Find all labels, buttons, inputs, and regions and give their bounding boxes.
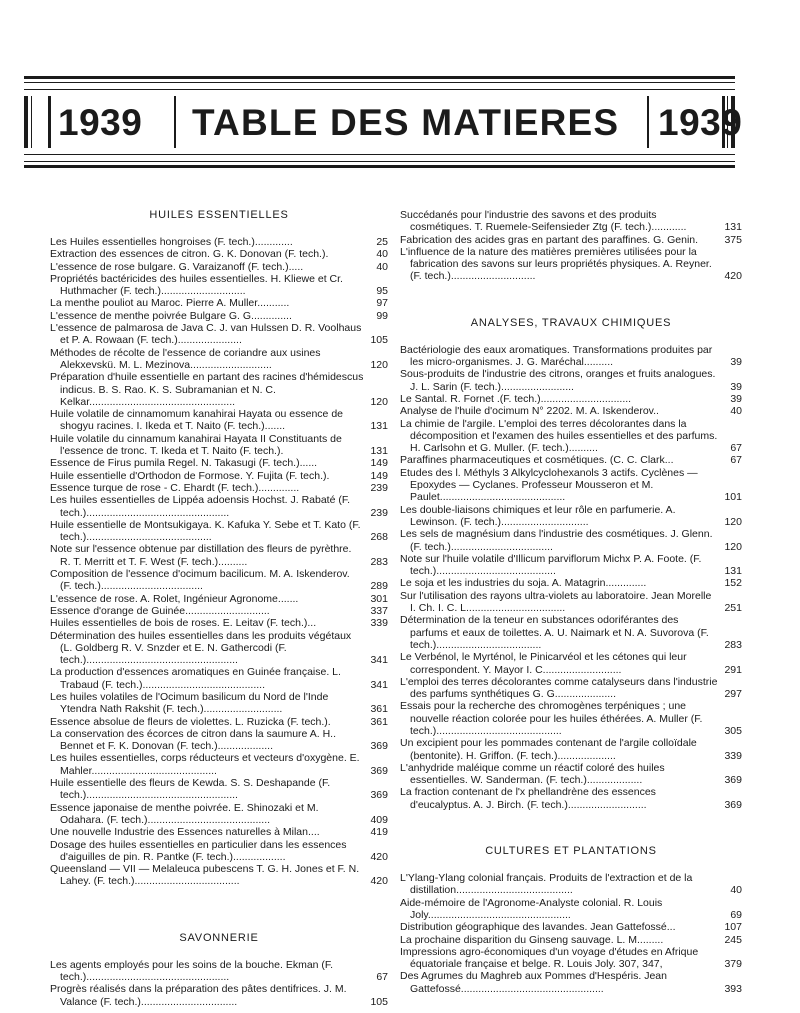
toc-entry <box>50 248 388 260</box>
toc-entry-text: L'emploi des terres décolorantes comme catalyseurs dans l'industrie des parfums synthétiques G. G..................... <box>400 675 718 701</box>
toc-entry <box>50 630 388 667</box>
toc-entry-text: Bactériologie des eaux aromatiques. Transformations produites par les micro-organismes. J. G. Maréchal.......... <box>400 343 713 369</box>
toc-entry <box>400 946 742 971</box>
toc-entry-page: 361 <box>370 703 388 716</box>
toc-entry-text: Essais pour la recherche des chromogènes terpéniques ; une nouvelle réaction colorée pour les huiles éthérées. A. Muller (F. tech.)........................................... <box>400 700 703 737</box>
left-column <box>50 209 388 1008</box>
toc-entry <box>50 983 388 1008</box>
toc-entry-page: 393 <box>724 982 742 995</box>
toc-entry <box>400 467 742 504</box>
section-title-cultures: CULTURES ET PLANTATIONS <box>485 845 657 858</box>
toc-entry-page: 131 <box>370 445 388 458</box>
toc-entry-page: 289 <box>370 580 388 593</box>
toc-entry-page: 369 <box>724 774 742 787</box>
toc-entry-text: Le soja et les industries du soja. A. Matagrin.............. <box>400 577 647 590</box>
title-banner <box>24 76 743 168</box>
toc-entry-text: Essence japonaise de menthe poivrée. E. Shinozaki et M. Odahara. (F. tech.).......................................... <box>50 801 319 826</box>
page-title: TABLE DES MATIERES <box>192 101 620 143</box>
toc-entry-text: Huile volatile de cinnamomum kanahirai Hayata ou essence de shogyu racines. I. Ikeda et T. Naito (F. tech.)....... <box>50 408 343 433</box>
toc-entry-page: 239 <box>370 506 388 519</box>
toc-entry-text: L'Ylang-Ylang colonial français. Produits de l'extraction et de la distillation........................................ <box>400 872 693 897</box>
toc-entry-text: Des Agrumes du Maghreb aux Pommes d'Hespéris. Jean Gattefossé................................................. <box>400 970 667 995</box>
toc-entry-text: La production d'essences aromatiques en Guinée française. L. Trabaud (F. tech.).......................................... <box>50 666 341 691</box>
toc-entry <box>50 261 388 273</box>
toc-entry <box>50 777 388 802</box>
toc-entry <box>400 246 742 283</box>
toc-entry-page: 420 <box>370 875 388 888</box>
toc-entry-page: 375 <box>724 233 742 246</box>
banner-rule-top-inner <box>24 89 735 90</box>
toc-entry-text: Succédanés pour l'industrie des savons et des produits cosmétiques. T. Ruemele-Seifensieder Ztg (F. tech.)............ <box>400 209 687 234</box>
entries-cultures <box>400 872 742 995</box>
toc-entry <box>50 347 388 372</box>
toc-entry-page: 369 <box>724 798 742 811</box>
toc-entry-text: La chimie de l'argile. L'emploi des terres décolorantes dans la décomposition et l'examen des huiles essentielles et des parfums. H. Carlsohn et G. Muller. (F. tech.).......... <box>400 417 718 455</box>
year-left: 1939 <box>58 101 143 143</box>
entries-huiles <box>50 236 388 888</box>
toc-entry-page: 40 <box>730 405 742 418</box>
toc-entry-page: 25 <box>376 236 388 248</box>
toc-entry-text: Les huiles essentielles, corps réducteurs et vecteurs d'oxygène. E. Mahler........................................... <box>50 752 360 777</box>
toc-entry-page: 131 <box>370 420 388 433</box>
toc-entry <box>50 826 388 838</box>
toc-entry <box>400 970 742 995</box>
toc-entry <box>50 716 388 728</box>
toc-entry <box>50 470 388 482</box>
toc-entry-text: Etudes des l. Méthyls 3 Alkylcyclohexanols 3 actifs. Cyclènes — Epoxydes — Cyclanes. Professeur Mousseron et M. Paulet........................................... <box>400 466 698 504</box>
toc-entry-page: 369 <box>370 764 388 777</box>
banner-title-row <box>24 96 743 148</box>
toc-entry-page: 305 <box>724 724 742 737</box>
toc-entry-page: 39 <box>730 392 742 405</box>
toc-entry-text: Les agents employés pour les soins de la bouche. Ekman (F. tech.)................................................. <box>50 958 334 984</box>
toc-entry-text: L'essence de palmarosa de Java C. J. van Hulssen D. R. Voolhaus et P. A. Rowaan (F. tech.)...................... <box>50 322 362 347</box>
toc-entry-page: 105 <box>370 334 388 347</box>
toc-entry <box>400 368 742 393</box>
toc-entry-page: 131 <box>724 221 742 234</box>
toc-entry <box>400 454 742 466</box>
toc-entry-text: Analyse de l'huile d'ocimum N° 2202. M. A. Iskenderov.. <box>400 405 659 418</box>
section-title-analyses: ANALYSES, TRAVAUX CHIMIQUES <box>470 316 672 329</box>
toc-entry-text: Dosage des huiles essentielles en particulier dans les essences d'aiguilles de pin. R. Pantke (F. tech.).................. <box>50 838 347 863</box>
toc-entry-text: Sous-produits de l'industrie des citrons, oranges et fruits analogues. J. L. Sarin (F. tech.)......................... <box>400 368 716 393</box>
toc-entry <box>400 405 742 417</box>
toc-entry <box>50 519 388 544</box>
toc-entry <box>400 921 742 933</box>
year-right: 1939 <box>658 101 743 143</box>
toc-entry-text: La fraction contenant de l'x phellandrène des essences d'eucalyptus. A. J. Birch. (F. tech.)........................... <box>400 786 656 811</box>
banner-rule-top-thin <box>24 82 735 83</box>
toc-entry <box>400 418 742 455</box>
toc-entry-text: Extraction des essences de citron. G. K. Donovan (F. tech.). <box>50 248 329 261</box>
toc-entry-page: 361 <box>370 715 388 728</box>
toc-entry-page: 251 <box>724 602 742 615</box>
toc-entry <box>50 371 388 408</box>
toc-entry-page: 152 <box>724 577 742 590</box>
toc-entry-page: 339 <box>724 749 742 762</box>
toc-entry <box>50 543 388 568</box>
toc-entry-text: La menthe pouliot au Maroc. Pierre A. Muller........... <box>50 297 290 310</box>
toc-entry <box>400 934 742 946</box>
banner-rule-bottom-thin <box>24 161 735 162</box>
toc-entry-text: Le Verbénol, le Myrténol, le Pinicarvéol et les cétones qui leur correspondent. Y. Mayor I. C........................... <box>400 651 687 676</box>
toc-entry-text: Paraffines pharmaceutiques et cosmétiques. (C. C. Clark... <box>400 454 674 467</box>
toc-entry <box>50 605 388 617</box>
toc-entry-text: Essence d'orange de Guinée............................. <box>50 604 270 617</box>
toc-entry-page: 341 <box>370 654 388 667</box>
toc-entry <box>400 344 742 369</box>
toc-entry-text: Huile essentielle d'Orthodon de Formose. Y. Fujita (F. tech.). <box>50 469 330 482</box>
entries-savonnerie-suite <box>400 209 742 283</box>
toc-entry-text: Propriétés bactéricides des huiles essentielles. H. Kliewe et Cr. Huthmacher (F. tech.)............................. <box>50 272 343 298</box>
toc-entry-text: Essence absolue de fleurs de violettes. L. Ruzicka (F. tech.). <box>50 715 331 728</box>
toc-entry-page: 131 <box>724 565 742 578</box>
toc-entry <box>50 617 388 629</box>
toc-entry-text: Les double-liaisons chimiques et leur rôle en parfumerie. A. Lewinson. (F. tech.).............................. <box>400 503 676 528</box>
section-gap <box>400 283 742 317</box>
toc-entry <box>400 577 742 589</box>
toc-entry-text: Impressions agro-économiques d'un voyage d'études en Afrique équatoriale française et belge. R. Louis Joly. 307, 347, <box>400 945 699 971</box>
toc-entry <box>400 553 742 578</box>
toc-entry-text: L'essence de rose bulgare. G. Varaizanoff (F. tech.)..... <box>50 260 304 273</box>
toc-entry-page: 120 <box>370 358 388 371</box>
section-title-huiles: HUILES ESSENTIELLES <box>149 209 289 221</box>
toc-entry-page: 67 <box>730 454 742 467</box>
toc-entry-page: 149 <box>370 457 388 470</box>
toc-entry-page: 379 <box>724 958 742 971</box>
toc-entry-page: 105 <box>370 995 388 1008</box>
section-gap <box>400 811 742 845</box>
toc-entry-text: Huile volatile du cinnamum kanahirai Hayata II Constituants de l'essence de tronc. T. Ikeda et T. Naito (F. tech.). <box>50 432 342 458</box>
toc-entry <box>50 494 388 519</box>
right-column <box>400 209 742 995</box>
toc-entry <box>400 614 742 651</box>
toc-entry-text: L'influence de la nature des matières premières utilisées pour la fabrication des savons sur leurs propriétés physiques. A. Reyner. (F. tech.)............................. <box>400 245 712 283</box>
toc-entry <box>50 310 388 322</box>
toc-entry-text: Les sels de magnésium dans l'industrie des cosmétiques. J. Glenn. (F. tech.)................................... <box>400 528 713 553</box>
toc-entry-text: Détermination des huiles essentielles dans les produits végétaux (L. Goldberg R. V. Snzder et E. N. Gathercodi (F. tech.).................................................... <box>50 629 352 667</box>
toc-entry <box>50 297 388 309</box>
toc-entry-text: L'anhydride maléique comme un réactif coloré des huiles essentielles. W. Sanderman. (F. tech.)................... <box>400 761 665 787</box>
toc-entry-page: 419 <box>370 826 388 839</box>
toc-entry-page: 283 <box>724 638 742 651</box>
toc-entry <box>50 482 388 494</box>
banner-rule-top-thick <box>24 76 735 79</box>
toc-entry-text: Distribution géographique des lavandes. Jean Gattefossé... <box>400 921 676 934</box>
toc-entry-page: 420 <box>370 850 388 863</box>
toc-entry-text: Méthodes de récolte de l'essence de coriandre aux usines Alekxevskü. M. L. Mezinova............................ <box>50 346 321 371</box>
toc-entry-text: La conservation des écorces de citron dans la saumure A. H.. Bennet et F. K. Donovan (F. tech.)................... <box>50 727 336 753</box>
toc-entry-page: 40 <box>376 248 388 261</box>
toc-entry <box>400 676 742 701</box>
toc-entry-text: Une nouvelle Industrie des Essences naturelles à Milan.... <box>50 826 320 839</box>
toc-entry <box>400 737 742 762</box>
toc-entry <box>50 408 388 433</box>
banner-rule-bottom-thick <box>24 165 735 168</box>
toc-entry-text: Huile essentielle de Montsukigaya. K. Kafuka Y. Sebe et T. Kato (F. tech.)........................................... <box>50 518 361 544</box>
toc-entry-page: 39 <box>730 380 742 393</box>
toc-entry <box>400 700 742 737</box>
toc-entry-page: 67 <box>376 971 388 984</box>
toc-entry-page: 341 <box>370 678 388 691</box>
toc-entry-text: Queensland — VII — Melaleuca pubescens T. G. H. Jones et F. N. Lahey. (F. tech.).................................... <box>50 863 360 888</box>
toc-entry-page: 67 <box>730 442 742 455</box>
toc-entry <box>50 666 388 691</box>
toc-entry-page: 120 <box>724 515 742 528</box>
toc-entry-text: Détermination de la teneur en substances odoriférantes des parfums et eaux de toilettes. A. U. Naimark et N. A. Suvorova (F. tech.).................................... <box>400 614 709 651</box>
toc-entry <box>50 752 388 777</box>
toc-entry <box>400 762 742 787</box>
toc-entry-page: 337 <box>370 604 388 617</box>
toc-entry-text: L'essence de rose. A. Rolet, Ingénieur Agronome....... <box>50 592 299 605</box>
toc-entry <box>50 691 388 716</box>
toc-entry-page: 420 <box>724 270 742 283</box>
toc-entry <box>400 651 742 676</box>
toc-entry-page: 39 <box>730 356 742 369</box>
toc-entry <box>50 593 388 605</box>
toc-entry-page: 97 <box>376 297 388 310</box>
toc-entry <box>50 568 388 593</box>
toc-entry-page: 95 <box>376 285 388 298</box>
toc-entry-page: 40 <box>376 260 388 273</box>
toc-entry <box>50 433 388 458</box>
toc-entry-text: L'essence de menthe poivrée Bulgare G. G.............. <box>50 309 292 322</box>
toc-entry-text: Les huiles volatiles de l'Ocimum basilicum du Nord de l'Inde Ytendra Nath Rakshit (F. tech.)........................... <box>50 690 329 716</box>
toc-entry <box>400 786 742 811</box>
toc-entry-text: Note sur l'huile volatile d'Illicum parviflorum Michx P. A. Foote. (F. tech.)......................................... <box>400 552 702 578</box>
toc-entry <box>50 273 388 298</box>
toc-entry-page: 120 <box>370 395 388 408</box>
section-gap <box>50 888 388 932</box>
toc-entry-text: Essence de Firus pumila Regel. N. Takasugi (F. tech.)...... <box>50 457 318 470</box>
toc-entry <box>50 236 388 248</box>
toc-entry <box>400 872 742 897</box>
toc-entry-page: 107 <box>724 921 742 934</box>
toc-entry-text: Composition de l'essence d'ocimum bacilicum. M. A. Iskenderov. (F. tech.)................................... <box>50 568 350 593</box>
toc-entry-page: 283 <box>370 555 388 568</box>
toc-entry-text: Le Santal. R. Fornet .(F. tech.)............................... <box>400 392 632 405</box>
toc-entry <box>50 863 388 888</box>
toc-entry-page: 268 <box>370 531 388 544</box>
toc-entry <box>400 504 742 529</box>
toc-entry-text: Note sur l'essence obtenue par distillation des fleurs de pyrèthre. R. T. Merritt et T. F. West (F. tech.).......... <box>50 543 352 568</box>
toc-entry-page: 69 <box>730 908 742 921</box>
toc-entry-page: 291 <box>724 663 742 676</box>
toc-entry-page: 99 <box>376 309 388 322</box>
toc-entry-text: Préparation d'huile essentielle en partant des racines d'hémidescus indicus. B. S. Rao. K. S. Subramanian et N. C. Kelkar.................................................. <box>50 371 364 408</box>
toc-entry-page: 297 <box>724 688 742 701</box>
toc-entry-text: Les huiles essentielles de Lippéa adoensis Hochst. J. Rabaté (F. tech.)................................................. <box>50 494 351 519</box>
toc-entry <box>50 839 388 864</box>
toc-entry-text: La prochaine disparition du Ginseng sauvage. L. M......... <box>400 933 664 946</box>
toc-entry-text: Huiles essentielles de bois de roses. E. Leitav (F. tech.)... <box>50 617 317 630</box>
toc-entry <box>400 590 742 615</box>
toc-entry <box>50 802 388 827</box>
toc-entry <box>400 209 742 234</box>
toc-entry-page: 239 <box>370 481 388 494</box>
toc-entry <box>50 457 388 469</box>
section-title-savonnerie: SAVONNERIE <box>179 931 259 944</box>
banner-rule-bottom-inner <box>24 154 735 155</box>
entries-savonnerie <box>50 959 388 1008</box>
toc-entry <box>400 393 742 405</box>
toc-entry <box>50 728 388 753</box>
toc-entry-page: 120 <box>724 540 742 553</box>
toc-entry-text: Aide-mémoire de l'Agronome-Analyste colonial. R. Louis Joly................................................. <box>400 896 663 921</box>
toc-entry-page: 409 <box>370 813 388 826</box>
entries-analyses <box>400 344 742 811</box>
toc-entry-page: 101 <box>724 491 742 504</box>
toc-entry-page: 245 <box>724 933 742 946</box>
toc-entry-page: 339 <box>370 617 388 630</box>
toc-entry-page: 301 <box>370 592 388 605</box>
toc-entry-page: 149 <box>370 469 388 482</box>
toc-entry-text: Essence turque de rose - C. Ehardt (F. tech.).............. <box>50 481 300 494</box>
toc-entry-page: 369 <box>370 789 388 802</box>
toc-entry-text: Huile essentielle des fleurs de Kewda. S. S. Deshapande (F. tech.).................................................... <box>50 777 331 802</box>
toc-entry <box>50 322 388 347</box>
toc-entry-text: Les Huiles essentielles hongroises (F. tech.)............. <box>50 236 293 248</box>
toc-entry-text: Fabrication des acides gras en partant des paraffines. G. Genin. <box>400 233 699 246</box>
toc-entry-text: Un excipient pour les pommades contenant de l'argile colloïdale (bentonite). H. Griffon. (F. tech.).................... <box>400 737 697 762</box>
toc-entry <box>400 234 742 246</box>
toc-entry-text: Sur l'utilisation des rayons ultra-violets au laboratoire. Jean Morelle I. Ch. I. C. L.................................. <box>400 589 712 615</box>
toc-entry-text: Progrès réalisés dans la préparation des pâtes dentifrices. J. M. Valance (F. tech.)................................. <box>50 983 347 1008</box>
toc-entry <box>50 959 388 984</box>
toc-entry-page: 369 <box>370 740 388 753</box>
toc-entry-page: 40 <box>730 884 742 897</box>
toc-entry <box>400 528 742 553</box>
toc-entry <box>400 897 742 922</box>
